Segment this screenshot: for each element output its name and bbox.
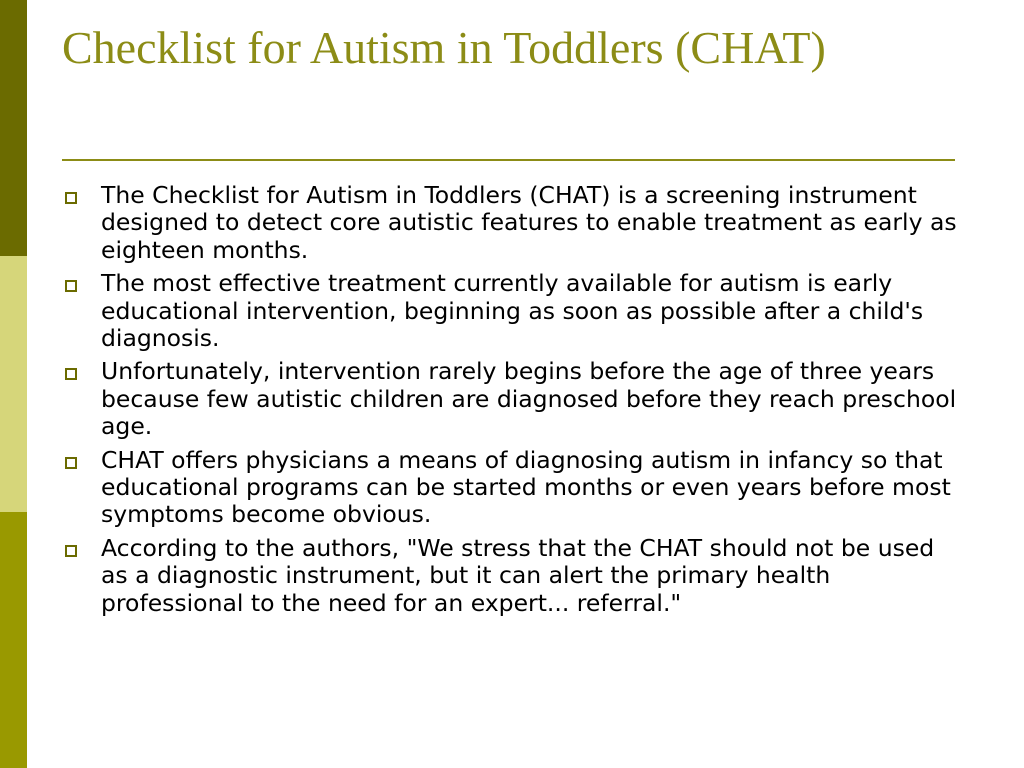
hollow-square-bullet-icon [65, 457, 77, 469]
bullet-item [62, 447, 962, 529]
bullet-item [62, 270, 962, 352]
bullet-item [62, 535, 962, 617]
bullet-text: CHAT offers physicians a means of diagnosing autism in infancy so that educational programs can be started months or even years before most symptoms become obvious. [101, 445, 951, 529]
hollow-square-bullet-icon [65, 545, 77, 557]
bullet-text: The most effective treatment currently available for autism is early educational intervention, beginning as soon as possible after a child's diagnosis. [101, 269, 924, 353]
bullet-item [62, 358, 962, 440]
bullet-list [62, 182, 962, 623]
bullet-text: According to the authors, "We stress that the CHAT should not be used as a diagnostic instrument, but it can alert the primary health professional to the need for an expert... referral." [101, 533, 935, 617]
title-underline-rule [62, 159, 955, 161]
bullet-item [62, 182, 962, 264]
side-bar-top-segment [0, 0, 27, 256]
hollow-square-bullet-icon [65, 368, 77, 380]
side-bar-bottom-segment [0, 512, 27, 768]
bullet-text: The Checklist for Autism in Toddlers (CHAT) is a screening instrument designed to detect core autistic features to enable treatment as early as eighteen months. [101, 181, 957, 264]
hollow-square-bullet-icon [65, 192, 77, 204]
decorative-side-bar [0, 0, 27, 768]
slide-title: Checklist for Autism in Toddlers (CHAT) [62, 22, 826, 73]
bullet-text: Unfortunately, intervention rarely begins before the age of three years because few autistic children are diagnosed before they reach preschool age. [101, 357, 957, 441]
side-bar-middle-segment [0, 256, 27, 512]
hollow-square-bullet-icon [65, 280, 77, 292]
